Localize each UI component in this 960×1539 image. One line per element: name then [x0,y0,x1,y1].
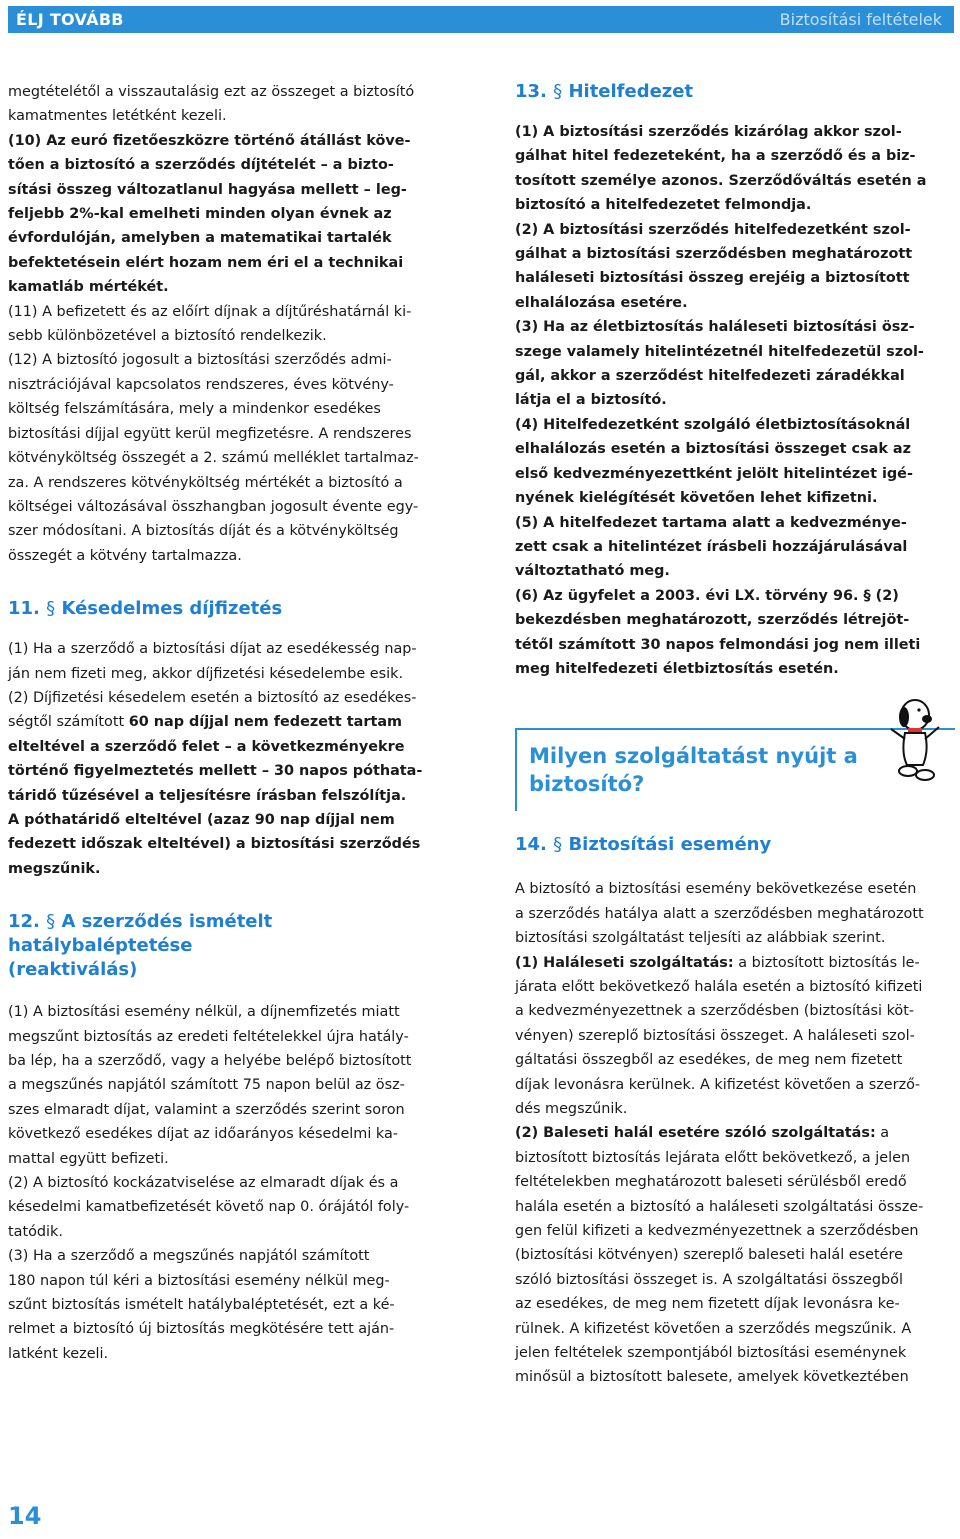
section-13-paragraph-4: (4) Hitelfedezetként szolgáló életbiztosításoknál elhalálozás esetén a biztosítási összeget csak az első kedvezményezettként jelölt hitelintézet igé- nyének kielégítését követően lehet kifizetni. [515,416,913,507]
header-bar [8,6,954,33]
right-column [515,80,955,1390]
section-12-heading: 12. § A szerződés ismételt hatálybaléptetése (reaktiválás) [8,911,273,981]
section-11-heading: 11. § Késedelmes díjfizetés [8,598,283,620]
brand-title: ÉLJ TOVÁBB [16,10,124,29]
page-number: 14 [8,1502,42,1530]
paragraph-symbol: § [553,834,563,856]
section-13-paragraph-2: (2) A biztosítási szerződés hitelfedezetként szol- gálhat a biztosítási szerződésben meghatározott haláleseti biztosítási összeg erejéig a biztosított elhalálozása esetére. [515,221,913,311]
snoopy-illustration-icon [875,695,955,785]
paragraph-symbol: § [46,598,56,620]
intro-paragraph: megtételétől a visszautalásig ezt az összeget a biztosító kamatmentes letétként kezeli. [8,84,415,125]
section-12-paragraph-3: (3) Ha a szerződő a megszűnés napjától számított 180 napon túl kéri a biztosítási esemény nélkül meg- szűnt biztosítás ismételt hatálybaléptetését, ezt a ké- relmet a biztosító új biztosítás megkötésére tett aján- latként kezeli. [8,1248,395,1362]
section-14-paragraph-1: (1) Haláleseti szolgáltatás: a biztosított biztosítás le- járata előtt bekövetkező halála esetén a biztosító kifizeti a kedvezményezettnek a szerződésben (biztosítási köt- vényen) szereplő biztosítási összeget. A haláleseti szol- gáltatási összegből az esedékes, de meg nem fizetett díjak levonásra kerülnek. A kifizetést követően a szerző- dés megszűnik. [515,954,923,1117]
section-13-heading: 13. § Hitelfedezet [515,81,694,102]
section-12-paragraph-1: (1) A biztosítási esemény nélkül, a díjnemfizetés miatt megszűnt biztosítás az eredeti feltételekkel újra hatály- ba lép, ha a szerződő, vagy a helyébe belépő biztosított a megszűnés napjától számított 75 napon belül az ösz- szes elmaradt díjat, valamint a szerződés szerint soron következő esedékes díjat az időarányos késedelmi ka- mattal együtt befizeti. [8,1004,412,1167]
section-13-paragraph-3: (3) Ha az életbiztosítás haláleseti biztosítási ösz- szege valamely hitelintézetnél hitelfedezetül szol- gál, akkor a szerződést hitelfedezeti záradékkal látja el a biztosító. [515,319,924,409]
document-title: Biztosítási feltételek [779,10,942,29]
callout-question: Milyen szolgáltatást nyújt a biztosító? [529,744,858,797]
paragraph-symbol: § [46,911,56,933]
section-13-paragraph-1: (1) A biztosítási szerződés kizárólag akkor szol- gálhat hitel fedezeteként, ha a szerződő és a biz- tosított személye azonos. Szerződőváltás esetén a biztosító a hitelfedezetet felmondja. [515,124,927,214]
section-13-paragraph-6: (6) Az ügyfelet a 2003. évi LX. törvény 96. § (2) bekezdésben meghatározott, szerződés létrejöt- tétől számított 30 napos felmondási jog nem illeti meg hitelfedezeti életbiztosítás esetén. [515,587,921,677]
section-14-paragraph-2: (2) Baleseti halál esetére szóló szolgáltatás: a biztosított biztosítás lejárata előtt bekövetkező, a jelen feltételekben meghatározott baleseti sérülésből eredő halála esetén a biztosító a haláleseti szolgáltatási össze- gen felül kifizeti a kedvezményezettnek a szerződésben (biztosítási kötvényen) szereplő baleseti halál esetére szóló biztosítási összeget is. A szolgáltatási összegből az esedékes, de meg nem fizetett díjak levonásra ke- rülnek. A kifizetést követően a szerződés megszűnik. A jelen feltételek szempontjából biztosítási eseménynek minősül a biztosított balesete, amelyek következtében [515,1125,924,1386]
section-11-paragraph-1: (1) Ha a szerződő a biztosítási díjat az esedékesség nap- ján nem fizeti meg, akkor díjfizetési késedelembe esik. [8,641,417,682]
section-11-paragraph-2: (2) Díjfizetési késedelem esetén a biztosító az esedékes- ségtől számított 60 nap díjjal nem fedezett tartam elteltével a szerződő felet – a következményekre történő figyelmeztetés mellett – 30 napos póthata- táridő tűzésével a teljesítésre írásban felszólítja. A póthatáridő elteltével (azaz 90 nap díjjal nem fedezett időszak elteltével) a biztosítási szerződés megszűnik. [8,689,423,877]
paragraph-11: (11) A befizetett és az előírt díjnak a díjtűréshatárnál ki- sebb különbözetével a biztosító rendelkezik. [8,303,412,345]
section-14-intro: A biztosító a biztosítási esemény bekövetkezése esetén a szerződés hatálya alatt a szerződésben meghatározott biztosítási szolgáltatást teljesíti az alábbiak szerint. [515,881,924,947]
paragraph-symbol: § [553,81,563,102]
paragraph-12: (12) A biztosító jogosult a biztosítási szerződés admi- nisztrációjával kapcsolatos rendszeres, éves kötvény- költség felszámítására, mely a mindenkor esedékes biztosítási díjjal együtt kerül megfizetésre. A rendszeres kötvényköltség összegét a 2. számú melléklet tartalmaz- za. A rendszeres kötvényköltség mértékét a biztosító a költségei változásával összhangban jogosult évente egy- szer módosítani. A biztosítás díját és a kötvényköltség összegét a kötvény tartalmazza. [8,352,419,564]
section-13-paragraph-5: (5) A hitelfedezet tartama alatt a kedvezménye- zett csak a hitelintézet írásbeli hozzájárulásával változtatható meg. [515,514,908,580]
paragraph-10: (10) Az euró fizetőeszközre történő átállást köve- tően a biztosító a szerződés díjtételét – a bizto- sítási összeg változatlanul hagyása mellett – leg- feljebb 2%-kal emelheti minden olyan évnek az évfordulóján, amelyben a matematikai tartalék befektetésein elért hozam nem éri el a technikai kamatláb mértékét. [8,132,411,296]
question-callout [515,728,955,811]
section-14-heading: 14. § Biztosítási esemény [515,834,772,856]
left-column [8,80,446,1366]
section-12-paragraph-2: (2) A biztosító kockázatviselése az elmaradt díjak és a késedelmi kamatbefizetését követő nap 0. órájától foly- tatódik. [8,1175,410,1240]
